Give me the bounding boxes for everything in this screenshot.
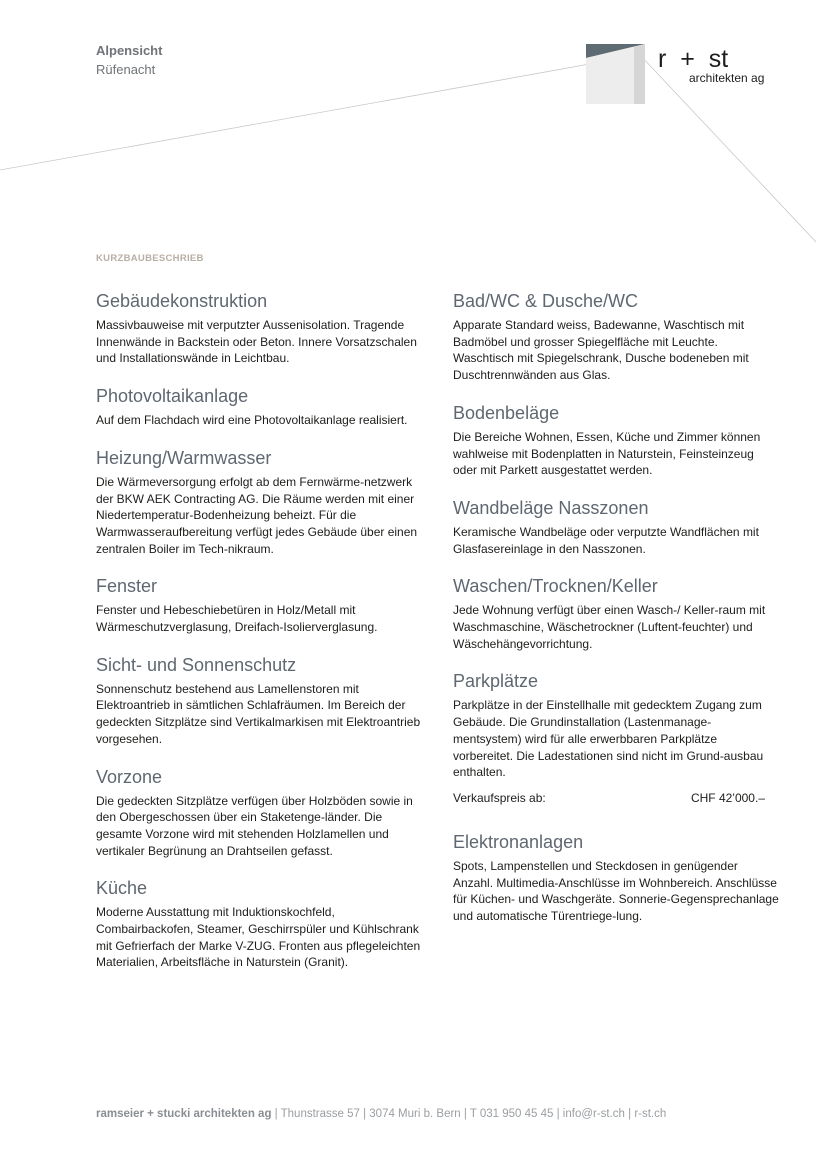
spec-block (453, 496, 779, 557)
spec-text: Keramische Wandbeläge oder verputzte Wandflächen mit Glasfasereinlage in den Nasszonen. (453, 524, 759, 556)
logo-cube-icon (586, 44, 646, 104)
spec-block (453, 830, 779, 925)
project-place: Rüfenacht (96, 62, 156, 77)
logo-text: r + st (658, 45, 729, 73)
price-row (453, 790, 765, 807)
spec-block (96, 653, 422, 748)
company-logo (586, 44, 776, 106)
spec-text: Fenster und Hebeschiebetüren in Holz/Metall mit Wärmeschutzverglasung, Dreifach-Isolierverglasung. (96, 603, 378, 635)
left-column (96, 289, 422, 988)
spec-title: Bad/WC & Dusche/WC (453, 291, 639, 311)
price-label: Verkaufspreis ab: (453, 790, 546, 805)
spec-title: Photovoltaikanlage (96, 386, 249, 407)
spec-block (453, 574, 779, 652)
spec-block (96, 446, 422, 558)
spec-text: Die Wärmeversorgung erfolgt ab dem Fernwärme-netzwerk der BKW AEK Contracting AG. Die Räume werden mit einer Niedertemperatur-Bodenheizung beheizt. Für die Warmwasseraufbereitung verfügt jedes Gebäude über einen zentralen Boiler im Tech-nikraum. (96, 474, 418, 556)
footer-details: | Thunstrasse 57 | 3074 Muri b. Bern | T 031 950 45 45 | info@r-st.ch | r-st.ch (271, 1108, 667, 1120)
spec-text: Sonnenschutz bestehend aus Lamellenstoren mit Elektroantrieb in sämtlichen Schlafräumen. Im Bereich der gedeckten Sitzplätze sind Vertikalmarkisen mit Elektroantrieb vorgesehen. (96, 681, 421, 746)
spec-block (96, 876, 422, 971)
spec-block (453, 401, 779, 479)
spec-text: Spots, Lampenstellen und Steckdosen in genügender Anzahl. Multimedia-Anschlüsse im Wohnbereich. Anschlüsse für Küchen- und Waschgeräte. Sonnerie-Gegensprechanlage und automatische Türentriege-lung. (453, 858, 779, 924)
spec-block (96, 574, 422, 635)
spec-title: Waschen/Trocknen/Keller (453, 576, 658, 597)
spec-block (96, 289, 422, 367)
project-header (96, 42, 162, 80)
spec-title: Küche (96, 878, 148, 899)
spec-title: Parkplätze (453, 671, 539, 692)
spec-text: Massivbauweise mit verputzter Aussenisolation. Tragende Innenwände in Backstein oder Beton. Innere Vorsatzschalen und Installationswände in Leichtbau. (96, 318, 417, 366)
spec-title: Wandbeläge Nasszonen (453, 497, 649, 518)
spec-block (96, 384, 422, 429)
spec-block (96, 765, 422, 860)
spec-title: Elektronanlagen (453, 831, 584, 852)
project-name: Alpensicht (96, 43, 163, 58)
spec-block (453, 669, 779, 781)
logo-subtitle: architekten ag (689, 71, 765, 85)
spec-text: Auf dem Flachdach wird eine Photovoltaikanlage realisiert. (96, 413, 408, 428)
spec-title: Vorzone (96, 766, 163, 787)
spec-title: Sicht- und Sonnenschutz (96, 654, 297, 675)
page-footer (96, 1108, 666, 1120)
spec-text: Parkplätze in der Einstellhalle mit gedecktem Zugang zum Gebäude. Die Grundinstallation (Lastenmanage-mentsystem) wird für alle erwerbbaren Parkplätze vorbereitet. Die Ladestationen sind nicht im Grund-ausbau enthalten. (453, 698, 764, 780)
footer-company: ramseier + stucki architekten ag (96, 1108, 272, 1120)
price-value: CHF 42’000.– (690, 790, 765, 805)
right-column (453, 289, 779, 942)
spec-title: Bodenbeläge (453, 402, 560, 423)
spec-text: Apparate Standard weiss, Badewanne, Waschtisch mit Badmöbel und grosser Spiegelfläche mit Leuchte. Waschtisch mit Spiegelschrank, Dusche bodeneben mit Duschtrennwänden aus Glas. (453, 318, 749, 383)
spec-text: Die Bereiche Wohnen, Essen, Küche und Zimmer können wahlweise mit Bodenplatten in Naturstein, Feinsteinzeug oder mit Parkett ausgestattet werden. (453, 429, 761, 478)
spec-text: Moderne Ausstattung mit Induktionskochfeld, Combairbackofen, Steamer, Geschirrspüler und Kühlschrank mit Gefrierfach der Marke V-ZUG. Fronten aus pflegeleichten Materialien, Arbeitsfläche in Naturstein (Granit). (96, 905, 421, 970)
spec-text: Jede Wohnung verfügt über einen Wasch-/ Keller-raum mit Waschmaschine, Wäschetrockner (Luftent-feuchter) und Wäschehängevorrichtung. (453, 603, 766, 651)
spec-title: Heizung/Warmwasser (96, 447, 272, 468)
section-label: KURZBAUBESCHRIEB (96, 253, 204, 264)
spec-title: Fenster (96, 576, 158, 597)
spec-block (453, 289, 779, 384)
spec-text: Die gedeckten Sitzplätze verfügen über Holzböden sowie in den Obergeschossen über ein Staketenge-länder. Die gesamte Vorzone wird mit stehenden Holzlamellen und vertikaler Begrünung an Drahtseilen gefasst. (96, 793, 413, 858)
spec-title: Gebäudekonstruktion (96, 291, 268, 311)
